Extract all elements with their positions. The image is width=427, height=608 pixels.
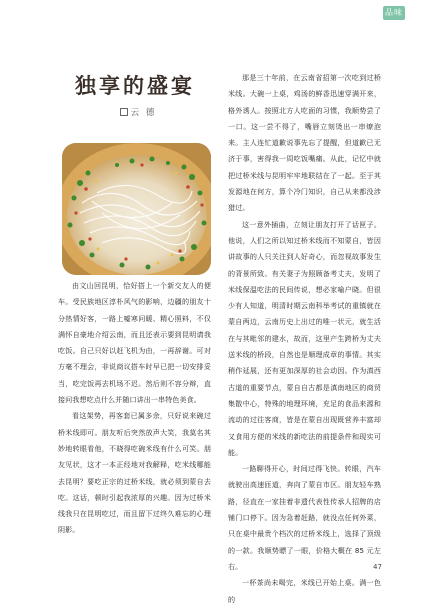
article-byline <box>108 106 168 118</box>
section-badge <box>383 6 405 20</box>
paragraph: 那是三十年前，在云南省招第一次吃到过桥米线。大碗一上桌，鸡汤的鲜香迅速穿满开来，格外诱人。按照北方人吃面的习惯，我顺势尝了一口。这一尝不得了，嘴唇立刻烫出一串燎泡来。主人连忙道歉说事先忘了提醒，但道歉已无济于事，害得我一周吃饭嘴痛。从此，记忆中就把过桥米线与昆明牢牢地联结在了一起。至于其发源地在何方，算个冷门知识，自己从来都没涉猎过。 <box>228 73 381 213</box>
paragraph: 这一意外插曲，立刻让朋友打开了话匣子。他说，人们之所以知过桥米线而不知蒙自，皆因讲故事的人只关注到人好奇心，而忽视故事发生的背景所致。有关妻子为照顾备考丈夫，发明了米线保温吃法的民间传说，想必家喻户晓。但很少有人知道，明清时期云南科举考试的重镇就在蒙自两边，云南历史上出过的唯一状元，就生活在与其毗邻的建水，故而，这里产生跨桥为丈夫送米线的桥段，自然也是顺理成章的事情。其实稍作延展，还有更加深厚的社会动因。作为滇西古道的重要节点，蒙自自古都是滇南地区的商贸集散中心，特殊的地理环境，充足的食品来源和流动的过往客商，皆是在蒙自出现既营养丰富却又食用方便的米线的新吃法的前提条件和现实可能。 <box>228 219 381 457</box>
noodle-bowl-illustration <box>62 143 211 275</box>
page-number: 47 <box>373 563 382 571</box>
article-title: 独享的盛宴 <box>75 73 195 98</box>
noodle-bowl-photo <box>62 143 211 275</box>
left-text-column <box>58 278 211 539</box>
paragraph: 由文山回昆明，恰好搭上一个新交友人的便车。受民族地区淳朴风气的影响，边疆的朋友十分热情好客，一路上嘘寒问暖、精心照料，不仅满怀自豪地介绍云南，而且还表示要到昆明请我吃饭。自己只好以赶飞机为由，一再辞谢。可对方毫不理会，非说商议搭车时早已把一切安排妥当，吃完饭再去机场不迟。然后则不容分辩，直接问我想吃点什么并随口讲出一串特色美食。 <box>58 281 211 405</box>
article-author: 云 德 <box>130 108 157 118</box>
paragraph: 看这架势，再客套已属多余，只好说来碗过桥米线即可。朋友听后突然放声大笑，我莫名其妙地转眼看他，不晓得吃碗米线有什么可笑。朋友见状，这才一本正经地对我解释，吃米线哪能去昆明？要吃正宗的过桥米线，就必须到蒙自去吃。这话，顿时引起我浓厚的兴趣。因为过桥米线我只在昆明吃过，而且留下过终久难忘的心理阴影。 <box>58 411 211 535</box>
right-text-column <box>228 70 381 608</box>
byline-square-icon <box>120 108 128 116</box>
paragraph: 一路聊得开心，时间过得飞快。转眼，汽车就驶出高速匝道，奔向了蒙自市区。朋友轻车熟路，径直在一家挂着非遗代表性传承人招牌的店铺门口停下。因为急着赶路，就没点任何外菜，只在桌中最贵个档次的过桥米线上，选择了顶级的一款。我顺势瞟了一眼，价格大概在 85 元左右。 <box>228 464 381 571</box>
paragraph: 一杯茶尚未喝完，米线已开始上桌。满一色的 <box>228 578 381 604</box>
section-badge-label: 品味 <box>385 8 403 17</box>
